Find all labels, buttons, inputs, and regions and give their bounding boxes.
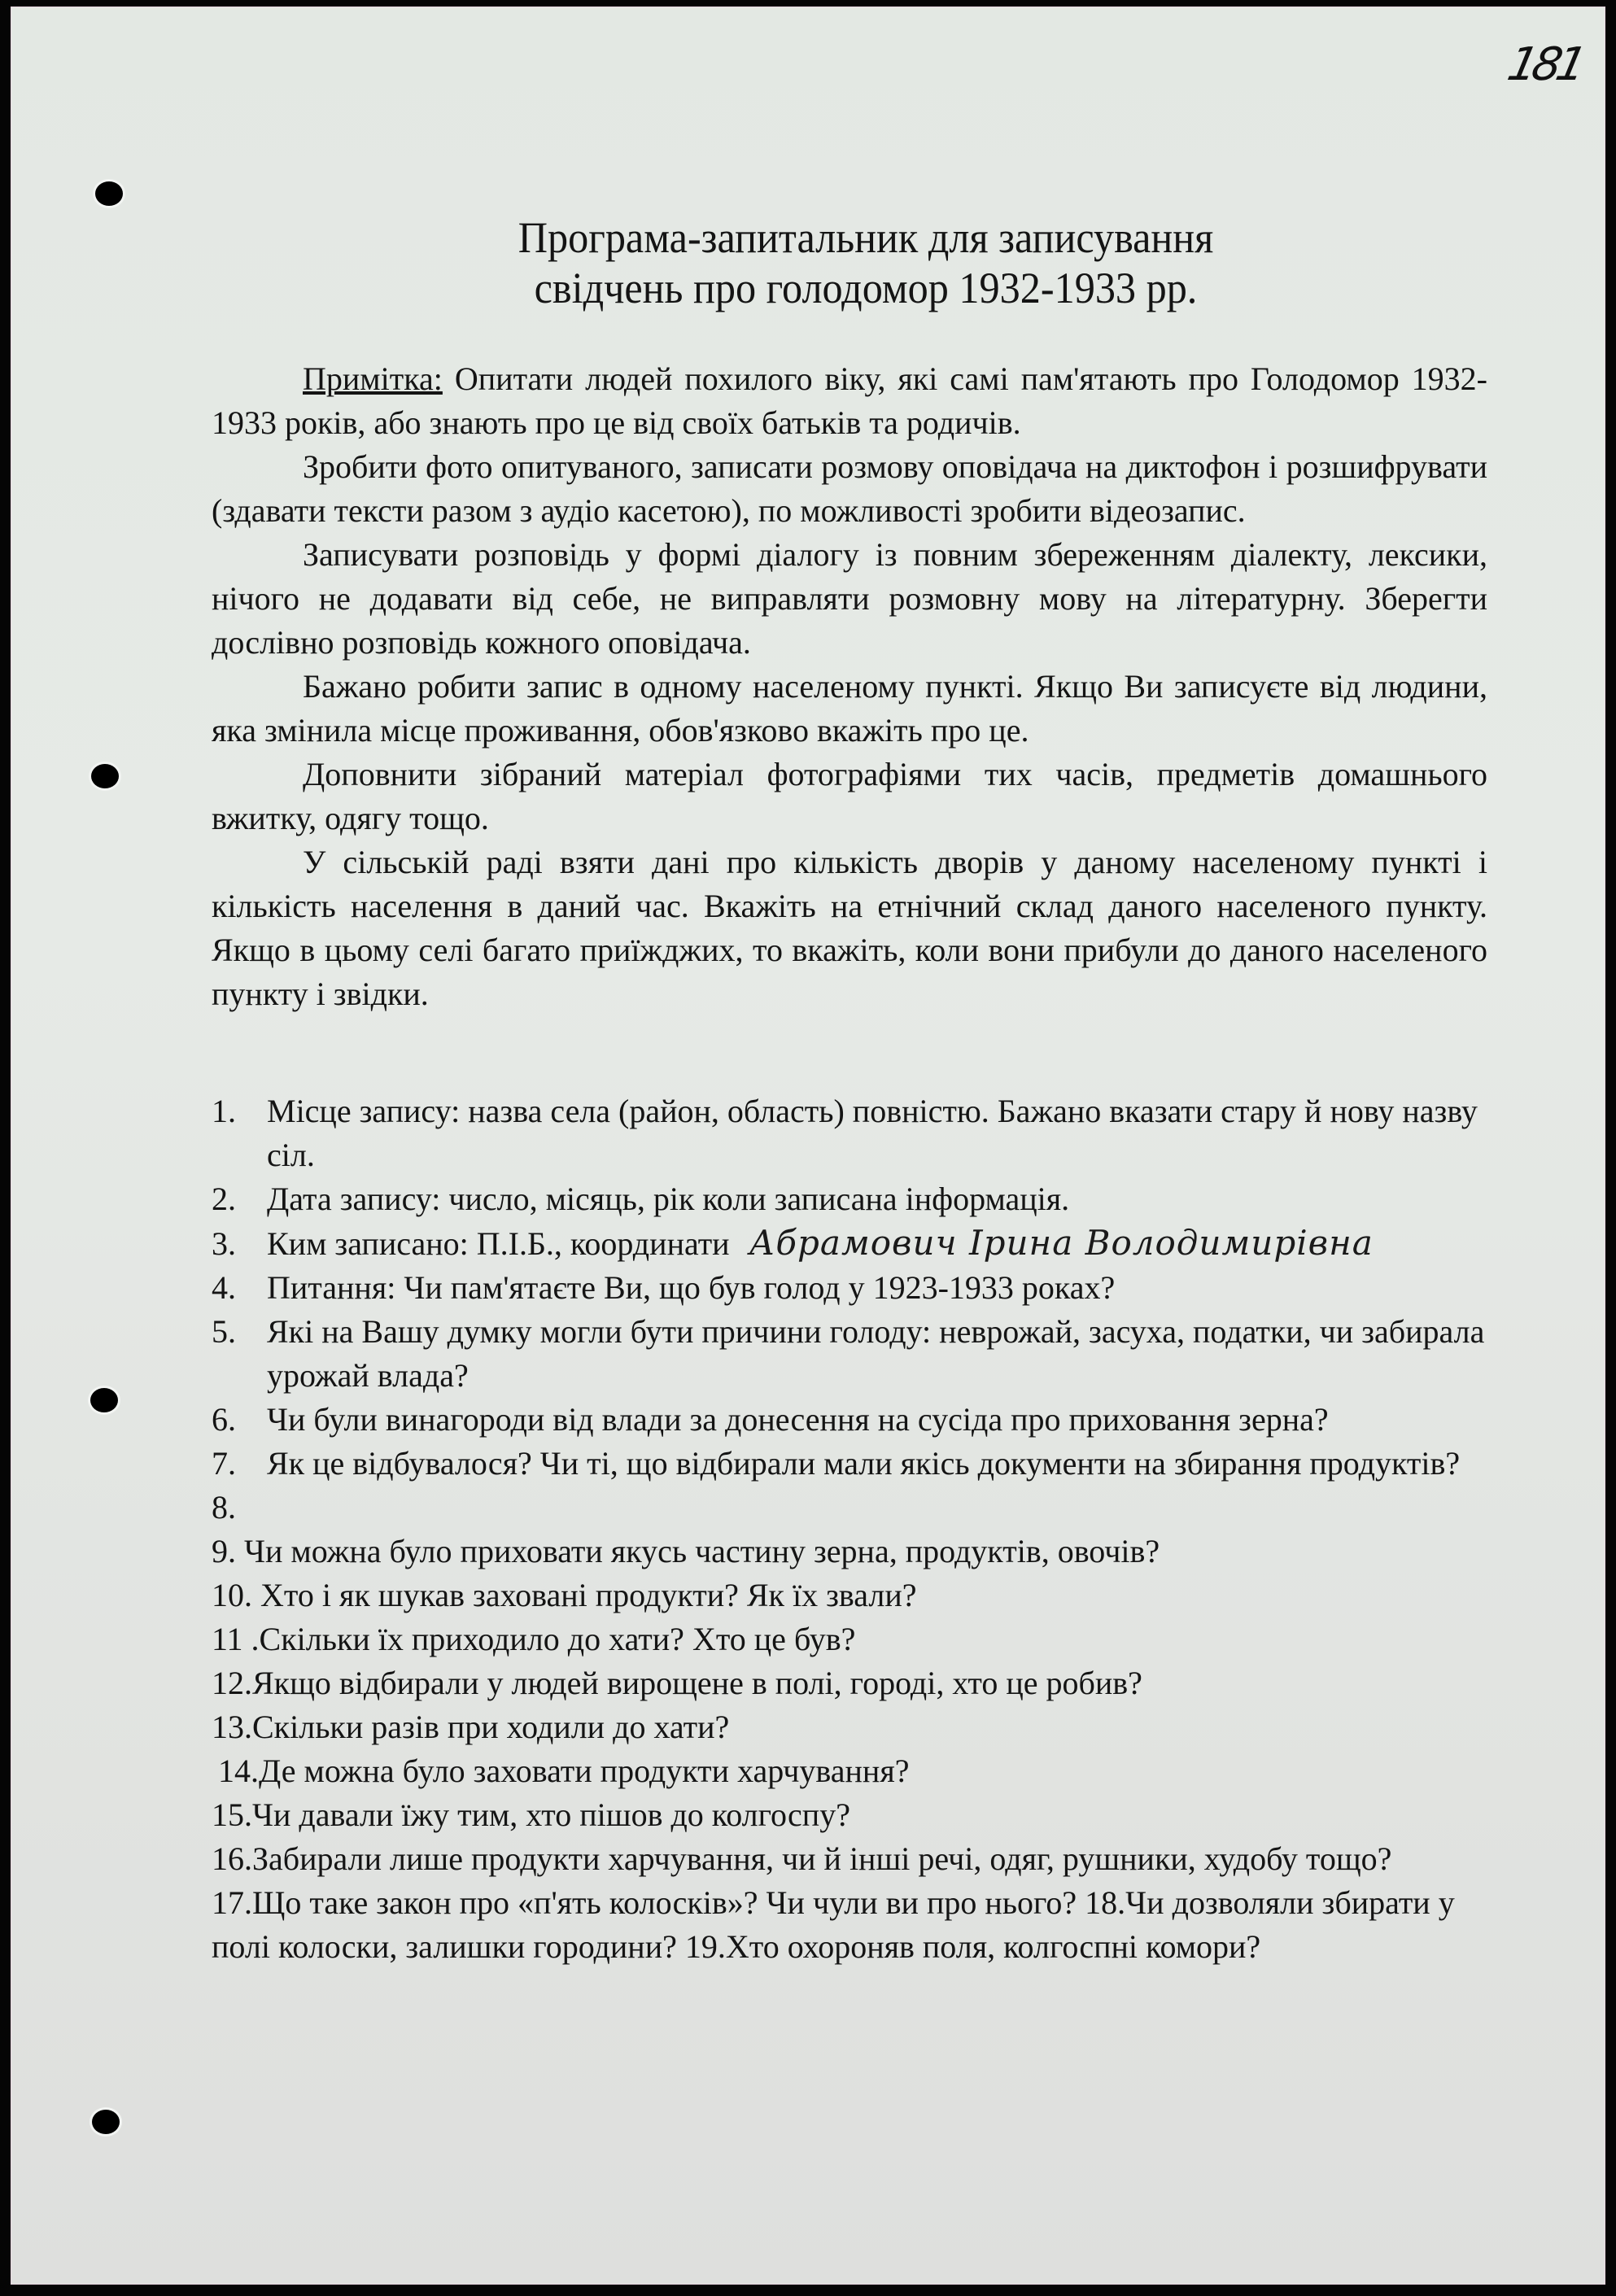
question-text: Забирали лише продукти харчування, чи й інші речі, одяг, рушники, худобу тощо?: [252, 1840, 1392, 1877]
question-text: Що таке закон про «п'ять колосків»? Чи чули ви про нього? 18.Чи дозволяли збирати у полі колоски, залишки городини? 19.Хто охороняв поля, колгоспні комори?: [212, 1884, 1455, 1965]
question-item: [212, 1661, 1513, 1705]
punch-hole: [95, 181, 123, 206]
question-item: [212, 1705, 1513, 1749]
question-item: [212, 1617, 1513, 1661]
question-text: Чи можна було приховати якусь частину зерна, продуктів, овочів?: [244, 1533, 1160, 1569]
question-item: [212, 1442, 1513, 1486]
question-number: 15.: [212, 1796, 252, 1833]
question-text: Хто і як шукав заховані продукти? Як їх звали?: [260, 1577, 917, 1613]
question-number: 10.: [212, 1577, 252, 1613]
question-number: 13.: [212, 1709, 252, 1745]
question-item: [212, 1574, 1513, 1617]
question-text: Дата запису: число, місяць, рік коли записана інформація.: [267, 1181, 1070, 1217]
question-number: 16.: [212, 1840, 252, 1877]
note-text: Опитати людей похилого віку, які самі пам'ятають про Голодомор 1932-1933 років, або знають про це від своїх батьків та родичів.: [212, 360, 1487, 441]
question-text: Скільки їх приходило до хати? Хто це був?: [259, 1621, 856, 1657]
page-title: [299, 212, 1434, 313]
instruction-paragraph: Записувати розповідь у формі діалогу із повним збереженням діалекту, лексики, нічого не додавати від себе, не виправляти розмовну мову на літературну. Зберегти дослівно розповідь кожного оповідача.: [212, 536, 1487, 661]
question-number: 14.: [218, 1753, 259, 1789]
question-number: 6.: [212, 1401, 236, 1438]
question-number: 5.: [212, 1313, 236, 1350]
note-paragraph: [212, 357, 1487, 445]
question-item: [212, 1089, 1513, 1177]
question-text: Якщо відбирали у людей вирощене в полі, городі, хто це робив?: [252, 1665, 1142, 1701]
note-label: Примітка:: [303, 360, 443, 397]
question-number: 9.: [212, 1533, 236, 1569]
question-item: [212, 1266, 1513, 1310]
question-item: [212, 1486, 1513, 1530]
title-line-2: свідчень про голодомор 1932-1933 рр.: [534, 264, 1198, 312]
document-sheet: [11, 7, 1605, 2285]
question-number: 7.: [212, 1445, 236, 1482]
handwritten-page-number: 181: [1503, 38, 1587, 91]
punch-hole: [90, 1388, 118, 1412]
instruction-paragraph: Зробити фото опитуваного, записати розмову оповідача на диктофон і розшифрувати (здавати тексти разом з аудіо касетою), по можливості зробити відеозапис.: [212, 448, 1487, 529]
question-item: [212, 1310, 1513, 1398]
instruction-paragraph: Доповнити зібраний матеріал фотографіями тих часів, предметів домашнього вжитку, одягу тощо.: [212, 756, 1487, 836]
instructions: [212, 357, 1487, 1016]
question-text: Як це відбувалося? Чи ті, що відбирали мали якісь документи на збирання продуктів?: [267, 1445, 1461, 1482]
question-text: Ким записано: П.І.Б., координати: [267, 1225, 730, 1262]
question-number: 3.: [212, 1225, 236, 1262]
question-item: [212, 1530, 1513, 1574]
question-text: Які на Вашу думку могли бути причини голоду: неврожай, засуха, податки, чи забирала урожай влада?: [267, 1313, 1485, 1394]
question-number: 2.: [212, 1181, 236, 1217]
question-item: [212, 1881, 1487, 1969]
instruction-paragraph: У сільській раді взяти дані про кількість дворів у даному населеному пункті і кількість населення в даний час. Вкажіть на етнічний склад даного населеного пункту. Якщо в цьому селі багато приїжджих, то вкажіть, коли вони прибули до даного населеного пункту і звідки.: [212, 844, 1487, 1012]
title-line-1: Програма-запитальник для записування: [518, 213, 1214, 262]
punch-hole: [92, 2110, 120, 2134]
question-item: [212, 1749, 1513, 1793]
question-number: 11 .: [212, 1621, 260, 1657]
question-number: 12.: [212, 1665, 252, 1701]
question-number: 1.: [212, 1093, 236, 1129]
question-text: Чи були винагороди від влади за донесення на сусіда про приховання зерна?: [267, 1401, 1329, 1438]
question-item: [212, 1837, 1487, 1881]
question-text: Місце запису: назва села (район, область) повністю. Бажано вказати стару й нову назву сіл.: [267, 1093, 1478, 1173]
question-text: Де можна було заховати продукти харчування?: [259, 1753, 910, 1789]
question-item: [212, 1793, 1513, 1837]
question-item: [212, 1177, 1513, 1221]
question-number: 8.: [212, 1489, 236, 1526]
question-number: 4.: [212, 1269, 236, 1306]
punch-hole: [91, 764, 119, 788]
handwritten-recorder-name: Абрамович Ірина Володимирівна: [749, 1223, 1374, 1263]
question-text: Скільки разів при ходили до хати?: [252, 1709, 730, 1745]
question-item: [212, 1398, 1513, 1442]
instruction-paragraph: Бажано робити запис в одному населеному пункті. Якщо Ви записуєте від людини, яка змінила місце проживання, обов'язково вкажіть про це.: [212, 668, 1487, 749]
question-list: [212, 1089, 1513, 1969]
question-text: Чи давали їжу тим, хто пішов до колгоспу?: [252, 1796, 850, 1833]
question-item: [212, 1221, 1513, 1266]
question-number: 17.: [212, 1884, 252, 1921]
question-text: Питання: Чи пам'ятаєте Ви, що був голод у 1923-1933 роках?: [267, 1269, 1116, 1306]
